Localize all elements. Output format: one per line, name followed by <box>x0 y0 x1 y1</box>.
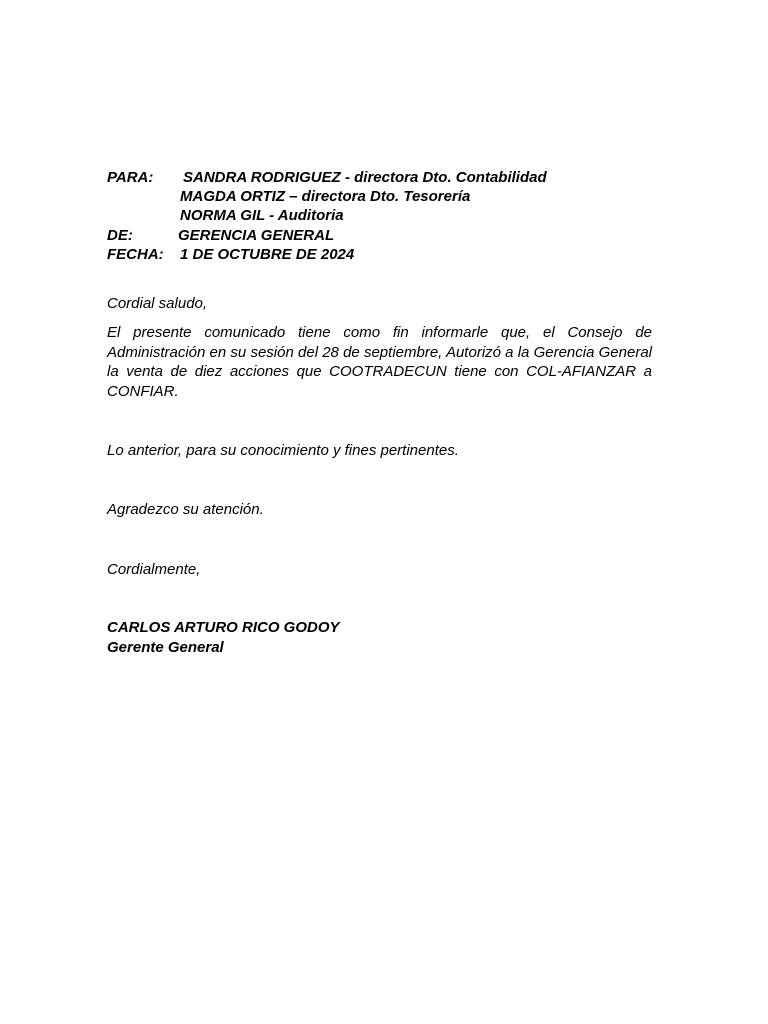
para-row <box>107 168 653 187</box>
de-row <box>107 226 653 245</box>
para-label: PARA: <box>107 169 154 186</box>
note-line: Lo anterior, para su conocimiento y fines pertinentes. <box>107 442 459 459</box>
thanks-line: Agradezco su atención. <box>107 501 264 518</box>
recipient-1: SANDRA RODRIGUEZ - directora Dto. Contabilidad <box>183 169 547 186</box>
recipient-2: MAGDA ORTIZ – directora Dto. Tesorería <box>180 188 471 206</box>
recipient-row <box>107 187 653 206</box>
recipient-3: NORMA GIL - Auditoria <box>180 207 344 225</box>
fecha-row <box>107 245 653 264</box>
closing-line: Cordialmente, <box>107 561 201 578</box>
greeting: Cordial saludo, <box>107 295 208 312</box>
recipient-row <box>107 206 653 225</box>
fecha-value: 1 DE OCTUBRE DE 2024 <box>180 245 355 263</box>
body-paragraph: El presente comunicado tiene como fin informarle que, el Consejo de Administración en su sesión del 28 de septiembre, Autorizó a la Gerencia General la venta de diez acciones que COOTRADECUN tiene con COL-AFIANZAR a CONFIAR. <box>107 324 652 400</box>
signature-block <box>107 618 340 657</box>
signer-title: Gerente General <box>107 638 224 656</box>
de-value: GERENCIA GENERAL <box>178 226 335 244</box>
memo-header <box>107 168 653 264</box>
signer-name: CARLOS ARTURO RICO GODOY <box>107 619 340 636</box>
de-label: DE: <box>107 226 133 244</box>
fecha-label: FECHA: <box>107 245 164 263</box>
